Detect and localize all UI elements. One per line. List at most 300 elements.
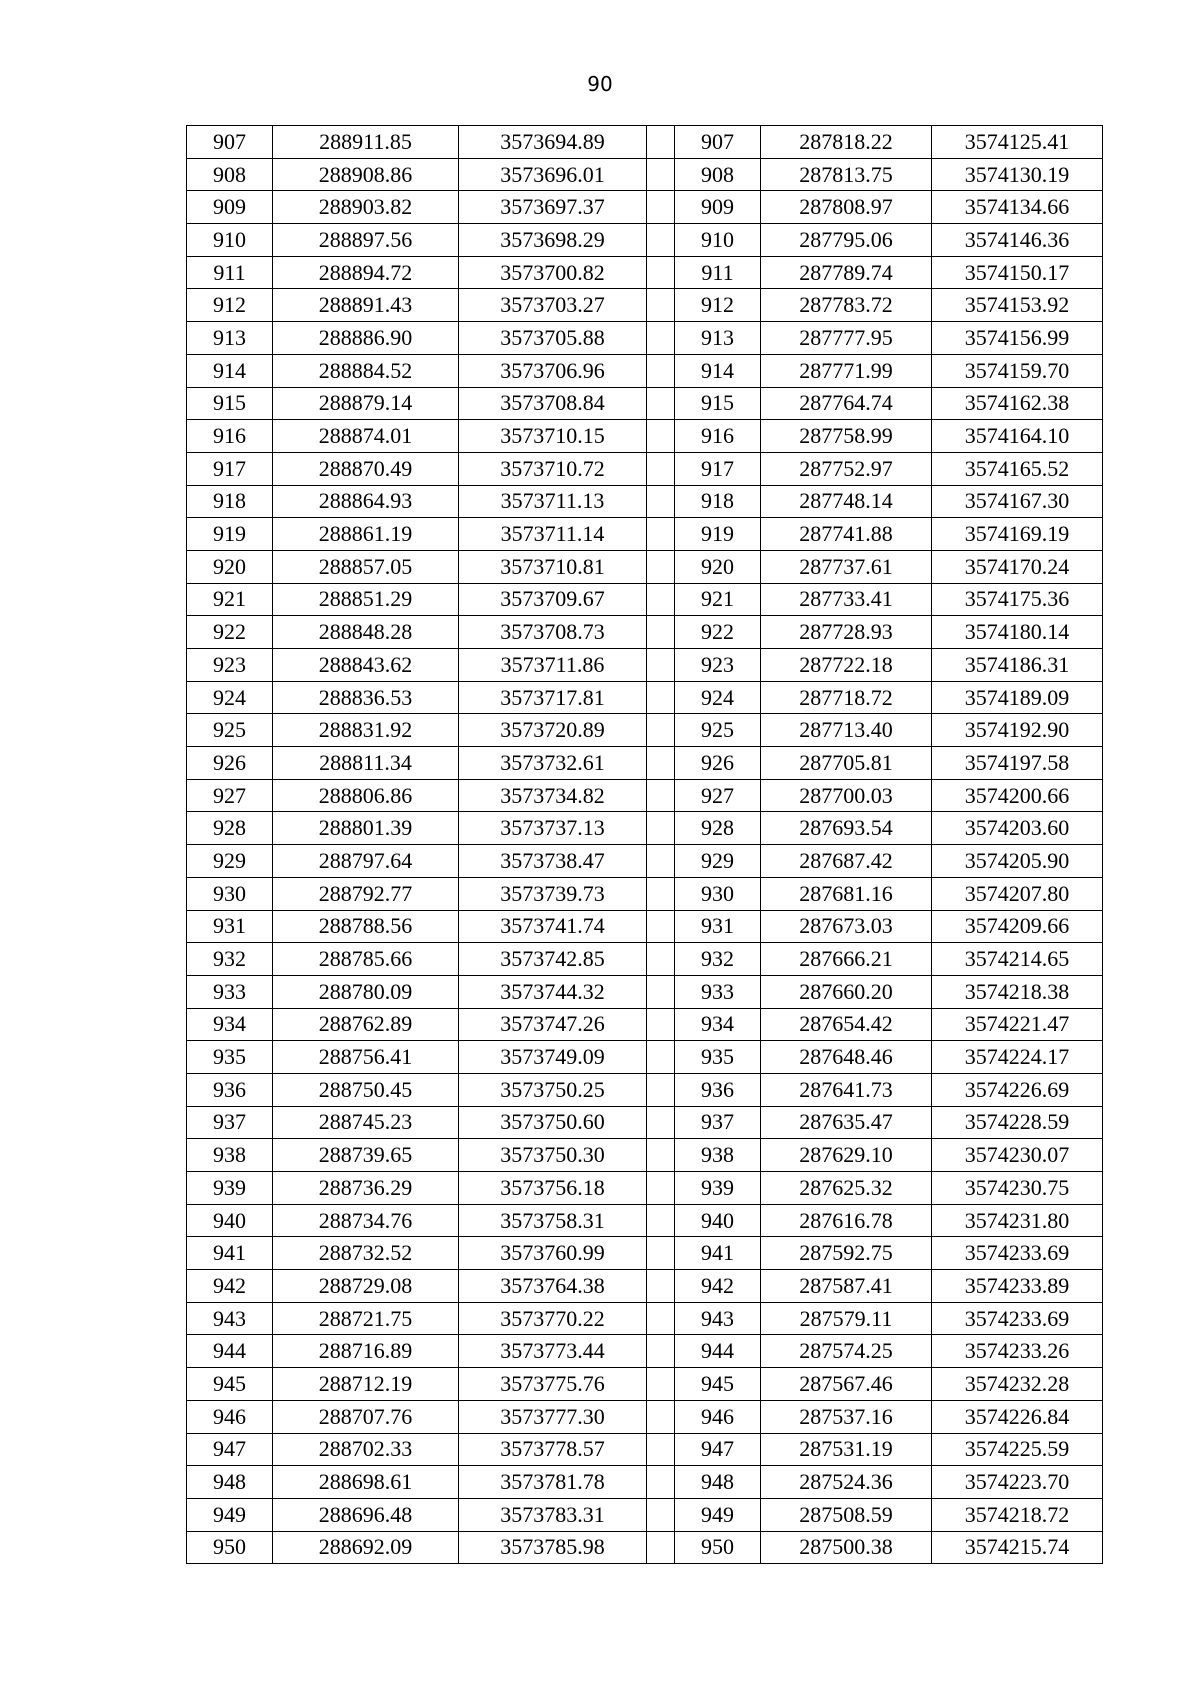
left-x-coordinate-cell: 288756.41 [273,1041,459,1074]
left-point-number-cell: 908 [187,158,273,191]
left-x-coordinate-cell: 288857.05 [273,550,459,583]
right-y-coordinate-cell: 3574165.52 [932,452,1103,485]
right-x-coordinate-cell: 287752.97 [761,452,932,485]
right-point-number-cell: 920 [675,550,761,583]
right-y-coordinate-cell: 3574230.75 [932,1172,1103,1205]
left-point-number-cell: 930 [187,877,273,910]
spacer-cell [647,1270,675,1303]
spacer-cell [647,191,675,224]
left-point-number-cell: 932 [187,943,273,976]
right-x-coordinate-cell: 287748.14 [761,485,932,518]
right-point-number-cell: 941 [675,1237,761,1270]
spacer-cell [647,354,675,387]
right-y-coordinate-cell: 3574214.65 [932,943,1103,976]
right-y-coordinate-cell: 3574130.19 [932,158,1103,191]
right-x-coordinate-cell: 287660.20 [761,975,932,1008]
table-row [187,845,1103,878]
left-point-number-cell: 914 [187,354,273,387]
right-y-coordinate-cell: 3574223.70 [932,1466,1103,1499]
right-y-coordinate-cell: 3574150.17 [932,256,1103,289]
left-y-coordinate-cell: 3573750.30 [459,1139,647,1172]
left-point-number-cell: 931 [187,910,273,943]
spacer-cell [647,747,675,780]
right-x-coordinate-cell: 287789.74 [761,256,932,289]
right-point-number-cell: 925 [675,714,761,747]
left-x-coordinate-cell: 288734.76 [273,1204,459,1237]
right-x-coordinate-cell: 287771.99 [761,354,932,387]
right-y-coordinate-cell: 3574189.09 [932,681,1103,714]
spacer-cell [647,1400,675,1433]
table-row [187,943,1103,976]
table-row [187,877,1103,910]
right-x-coordinate-cell: 287813.75 [761,158,932,191]
left-point-number-cell: 936 [187,1073,273,1106]
left-y-coordinate-cell: 3573739.73 [459,877,647,910]
right-point-number-cell: 935 [675,1041,761,1074]
left-x-coordinate-cell: 288884.52 [273,354,459,387]
table-row [187,1106,1103,1139]
left-y-coordinate-cell: 3573773.44 [459,1335,647,1368]
left-x-coordinate-cell: 288797.64 [273,845,459,878]
spacer-cell [647,387,675,420]
right-x-coordinate-cell: 287579.11 [761,1302,932,1335]
right-x-coordinate-cell: 287728.93 [761,616,932,649]
left-point-number-cell: 915 [187,387,273,420]
right-point-number-cell: 943 [675,1302,761,1335]
spacer-cell [647,1204,675,1237]
right-x-coordinate-cell: 287777.95 [761,322,932,355]
left-point-number-cell: 943 [187,1302,273,1335]
left-x-coordinate-cell: 288836.53 [273,681,459,714]
table-row [187,518,1103,551]
right-point-number-cell: 949 [675,1498,761,1531]
left-point-number-cell: 929 [187,845,273,878]
right-x-coordinate-cell: 287722.18 [761,649,932,682]
left-y-coordinate-cell: 3573742.85 [459,943,647,976]
table-row [187,1270,1103,1303]
right-point-number-cell: 910 [675,224,761,257]
left-x-coordinate-cell: 288702.33 [273,1433,459,1466]
right-y-coordinate-cell: 3574134.66 [932,191,1103,224]
spacer-cell [647,1531,675,1564]
left-x-coordinate-cell: 288792.77 [273,877,459,910]
left-y-coordinate-cell: 3573700.82 [459,256,647,289]
spacer-cell [647,224,675,257]
left-x-coordinate-cell: 288831.92 [273,714,459,747]
spacer-cell [647,1172,675,1205]
right-point-number-cell: 921 [675,583,761,616]
right-point-number-cell: 948 [675,1466,761,1499]
spacer-cell [647,289,675,322]
table-row [187,1335,1103,1368]
left-x-coordinate-cell: 288864.93 [273,485,459,518]
right-point-number-cell: 926 [675,747,761,780]
right-y-coordinate-cell: 3574203.60 [932,812,1103,845]
table-row [187,1041,1103,1074]
left-point-number-cell: 942 [187,1270,273,1303]
right-point-number-cell: 919 [675,518,761,551]
left-y-coordinate-cell: 3573737.13 [459,812,647,845]
left-y-coordinate-cell: 3573770.22 [459,1302,647,1335]
right-point-number-cell: 907 [675,126,761,159]
spacer-cell [647,485,675,518]
right-point-number-cell: 933 [675,975,761,1008]
right-y-coordinate-cell: 3574153.92 [932,289,1103,322]
right-point-number-cell: 938 [675,1139,761,1172]
spacer-cell [647,943,675,976]
spacer-cell [647,452,675,485]
right-x-coordinate-cell: 287733.41 [761,583,932,616]
left-y-coordinate-cell: 3573750.60 [459,1106,647,1139]
left-point-number-cell: 950 [187,1531,273,1564]
table-row [187,1237,1103,1270]
right-y-coordinate-cell: 3574186.31 [932,649,1103,682]
spacer-cell [647,550,675,583]
left-y-coordinate-cell: 3573694.89 [459,126,647,159]
right-y-coordinate-cell: 3574233.26 [932,1335,1103,1368]
spacer-cell [647,649,675,682]
table-row [187,1368,1103,1401]
left-y-coordinate-cell: 3573777.30 [459,1400,647,1433]
right-x-coordinate-cell: 287574.25 [761,1335,932,1368]
right-x-coordinate-cell: 287592.75 [761,1237,932,1270]
right-y-coordinate-cell: 3574215.74 [932,1531,1103,1564]
left-point-number-cell: 920 [187,550,273,583]
left-point-number-cell: 916 [187,420,273,453]
left-y-coordinate-cell: 3573758.31 [459,1204,647,1237]
spacer-cell [647,1433,675,1466]
right-x-coordinate-cell: 287567.46 [761,1368,932,1401]
right-x-coordinate-cell: 287635.47 [761,1106,932,1139]
table-row [187,1433,1103,1466]
left-y-coordinate-cell: 3573781.78 [459,1466,647,1499]
left-point-number-cell: 924 [187,681,273,714]
right-point-number-cell: 911 [675,256,761,289]
right-y-coordinate-cell: 3574209.66 [932,910,1103,943]
right-y-coordinate-cell: 3574205.90 [932,845,1103,878]
right-y-coordinate-cell: 3574169.19 [932,518,1103,551]
left-x-coordinate-cell: 288696.48 [273,1498,459,1531]
left-point-number-cell: 910 [187,224,273,257]
spacer-cell [647,1106,675,1139]
left-x-coordinate-cell: 288736.29 [273,1172,459,1205]
left-y-coordinate-cell: 3573696.01 [459,158,647,191]
left-y-coordinate-cell: 3573756.18 [459,1172,647,1205]
right-point-number-cell: 942 [675,1270,761,1303]
left-y-coordinate-cell: 3573698.29 [459,224,647,257]
left-y-coordinate-cell: 3573711.14 [459,518,647,551]
left-point-number-cell: 923 [187,649,273,682]
right-x-coordinate-cell: 287524.36 [761,1466,932,1499]
left-y-coordinate-cell: 3573708.73 [459,616,647,649]
right-x-coordinate-cell: 287795.06 [761,224,932,257]
right-y-coordinate-cell: 3574218.72 [932,1498,1103,1531]
spacer-cell [647,126,675,159]
table-row [187,1008,1103,1041]
right-x-coordinate-cell: 287705.81 [761,747,932,780]
right-x-coordinate-cell: 287654.42 [761,1008,932,1041]
left-y-coordinate-cell: 3573732.61 [459,747,647,780]
left-y-coordinate-cell: 3573710.15 [459,420,647,453]
left-x-coordinate-cell: 288721.75 [273,1302,459,1335]
left-y-coordinate-cell: 3573775.76 [459,1368,647,1401]
left-point-number-cell: 911 [187,256,273,289]
right-x-coordinate-cell: 287531.19 [761,1433,932,1466]
left-y-coordinate-cell: 3573697.37 [459,191,647,224]
right-x-coordinate-cell: 287629.10 [761,1139,932,1172]
left-point-number-cell: 928 [187,812,273,845]
left-point-number-cell: 913 [187,322,273,355]
right-point-number-cell: 930 [675,877,761,910]
table-row [187,550,1103,583]
table-row [187,1498,1103,1531]
right-x-coordinate-cell: 287508.59 [761,1498,932,1531]
right-point-number-cell: 928 [675,812,761,845]
left-y-coordinate-cell: 3573749.09 [459,1041,647,1074]
left-y-coordinate-cell: 3573708.84 [459,387,647,420]
right-point-number-cell: 950 [675,1531,761,1564]
left-y-coordinate-cell: 3573750.25 [459,1073,647,1106]
right-point-number-cell: 908 [675,158,761,191]
right-y-coordinate-cell: 3574231.80 [932,1204,1103,1237]
left-point-number-cell: 921 [187,583,273,616]
right-y-coordinate-cell: 3574224.17 [932,1041,1103,1074]
right-y-coordinate-cell: 3574207.80 [932,877,1103,910]
left-y-coordinate-cell: 3573706.96 [459,354,647,387]
right-point-number-cell: 939 [675,1172,761,1205]
table-row [187,812,1103,845]
left-x-coordinate-cell: 288870.49 [273,452,459,485]
right-x-coordinate-cell: 287783.72 [761,289,932,322]
right-x-coordinate-cell: 287808.97 [761,191,932,224]
left-x-coordinate-cell: 288707.76 [273,1400,459,1433]
table-row [187,1400,1103,1433]
spacer-cell [647,845,675,878]
left-point-number-cell: 919 [187,518,273,551]
left-point-number-cell: 949 [187,1498,273,1531]
left-x-coordinate-cell: 288806.86 [273,779,459,812]
spacer-cell [647,583,675,616]
table-row [187,1466,1103,1499]
table-row [187,616,1103,649]
right-x-coordinate-cell: 287687.42 [761,845,932,878]
table-body [187,126,1103,1564]
left-x-coordinate-cell: 288750.45 [273,1073,459,1106]
right-point-number-cell: 916 [675,420,761,453]
spacer-cell [647,1237,675,1270]
right-x-coordinate-cell: 287625.32 [761,1172,932,1205]
left-x-coordinate-cell: 288739.65 [273,1139,459,1172]
right-x-coordinate-cell: 287673.03 [761,910,932,943]
right-x-coordinate-cell: 287587.41 [761,1270,932,1303]
left-y-coordinate-cell: 3573705.88 [459,322,647,355]
left-x-coordinate-cell: 288903.82 [273,191,459,224]
right-point-number-cell: 913 [675,322,761,355]
left-x-coordinate-cell: 288785.66 [273,943,459,976]
right-point-number-cell: 922 [675,616,761,649]
left-x-coordinate-cell: 288861.19 [273,518,459,551]
left-y-coordinate-cell: 3573741.74 [459,910,647,943]
left-y-coordinate-cell: 3573785.98 [459,1531,647,1564]
spacer-cell [647,420,675,453]
table-row [187,1073,1103,1106]
left-point-number-cell: 940 [187,1204,273,1237]
spacer-cell [647,1073,675,1106]
right-y-coordinate-cell: 3574164.10 [932,420,1103,453]
left-y-coordinate-cell: 3573738.47 [459,845,647,878]
left-x-coordinate-cell: 288908.86 [273,158,459,191]
right-x-coordinate-cell: 287666.21 [761,943,932,976]
right-point-number-cell: 917 [675,452,761,485]
right-point-number-cell: 927 [675,779,761,812]
table-row [187,452,1103,485]
page-number: 90 [587,72,613,96]
spacer-cell [647,975,675,1008]
spacer-cell [647,1041,675,1074]
left-x-coordinate-cell: 288874.01 [273,420,459,453]
right-point-number-cell: 909 [675,191,761,224]
right-point-number-cell: 937 [675,1106,761,1139]
spacer-cell [647,1368,675,1401]
left-x-coordinate-cell: 288692.09 [273,1531,459,1564]
left-y-coordinate-cell: 3573734.82 [459,779,647,812]
right-x-coordinate-cell: 287693.54 [761,812,932,845]
right-y-coordinate-cell: 3574200.66 [932,779,1103,812]
spacer-cell [647,1139,675,1172]
table-row [187,256,1103,289]
right-y-coordinate-cell: 3574197.58 [932,747,1103,780]
table-row [187,1531,1103,1564]
right-point-number-cell: 936 [675,1073,761,1106]
right-point-number-cell: 932 [675,943,761,976]
left-point-number-cell: 945 [187,1368,273,1401]
right-point-number-cell: 944 [675,1335,761,1368]
left-y-coordinate-cell: 3573778.57 [459,1433,647,1466]
right-y-coordinate-cell: 3574180.14 [932,616,1103,649]
table-row [187,289,1103,322]
table-row [187,191,1103,224]
table-row [187,1139,1103,1172]
right-y-coordinate-cell: 3574159.70 [932,354,1103,387]
right-point-number-cell: 934 [675,1008,761,1041]
right-y-coordinate-cell: 3574232.28 [932,1368,1103,1401]
spacer-cell [647,812,675,845]
left-x-coordinate-cell: 288729.08 [273,1270,459,1303]
right-point-number-cell: 940 [675,1204,761,1237]
table-row [187,649,1103,682]
right-x-coordinate-cell: 287700.03 [761,779,932,812]
spacer-cell [647,518,675,551]
left-y-coordinate-cell: 3573710.81 [459,550,647,583]
table-row [187,779,1103,812]
left-point-number-cell: 948 [187,1466,273,1499]
left-x-coordinate-cell: 288891.43 [273,289,459,322]
left-y-coordinate-cell: 3573709.67 [459,583,647,616]
right-x-coordinate-cell: 287713.40 [761,714,932,747]
left-y-coordinate-cell: 3573747.26 [459,1008,647,1041]
spacer-cell [647,1466,675,1499]
right-y-coordinate-cell: 3574156.99 [932,322,1103,355]
left-x-coordinate-cell: 288745.23 [273,1106,459,1139]
left-x-coordinate-cell: 288716.89 [273,1335,459,1368]
right-y-coordinate-cell: 3574167.30 [932,485,1103,518]
spacer-cell [647,1498,675,1531]
right-x-coordinate-cell: 287648.46 [761,1041,932,1074]
left-point-number-cell: 927 [187,779,273,812]
left-y-coordinate-cell: 3573760.99 [459,1237,647,1270]
left-x-coordinate-cell: 288801.39 [273,812,459,845]
table-row [187,387,1103,420]
table-row [187,747,1103,780]
left-y-coordinate-cell: 3573720.89 [459,714,647,747]
left-point-number-cell: 935 [187,1041,273,1074]
right-x-coordinate-cell: 287818.22 [761,126,932,159]
spacer-cell [647,322,675,355]
right-x-coordinate-cell: 287616.78 [761,1204,932,1237]
right-y-coordinate-cell: 3574233.69 [932,1237,1103,1270]
left-x-coordinate-cell: 288732.52 [273,1237,459,1270]
table-row [187,224,1103,257]
spacer-cell [647,1008,675,1041]
spacer-cell [647,1335,675,1368]
table-row [187,975,1103,1008]
left-point-number-cell: 934 [187,1008,273,1041]
left-y-coordinate-cell: 3573764.38 [459,1270,647,1303]
right-point-number-cell: 946 [675,1400,761,1433]
table-row [187,158,1103,191]
table-row [187,126,1103,159]
right-point-number-cell: 914 [675,354,761,387]
right-y-coordinate-cell: 3574170.24 [932,550,1103,583]
right-point-number-cell: 924 [675,681,761,714]
right-x-coordinate-cell: 287764.74 [761,387,932,420]
coordinate-table [186,125,1103,1564]
right-x-coordinate-cell: 287500.38 [761,1531,932,1564]
right-point-number-cell: 912 [675,289,761,322]
left-point-number-cell: 939 [187,1172,273,1205]
table-row [187,1172,1103,1205]
left-y-coordinate-cell: 3573711.13 [459,485,647,518]
spacer-cell [647,1302,675,1335]
left-x-coordinate-cell: 288897.56 [273,224,459,257]
right-y-coordinate-cell: 3574162.38 [932,387,1103,420]
right-y-coordinate-cell: 3574230.07 [932,1139,1103,1172]
left-x-coordinate-cell: 288894.72 [273,256,459,289]
right-point-number-cell: 929 [675,845,761,878]
right-point-number-cell: 945 [675,1368,761,1401]
left-point-number-cell: 946 [187,1400,273,1433]
table-row [187,714,1103,747]
right-y-coordinate-cell: 3574233.89 [932,1270,1103,1303]
spacer-cell [647,158,675,191]
left-x-coordinate-cell: 288851.29 [273,583,459,616]
right-x-coordinate-cell: 287537.16 [761,1400,932,1433]
table-row [187,354,1103,387]
right-x-coordinate-cell: 287737.61 [761,550,932,583]
left-point-number-cell: 933 [187,975,273,1008]
left-x-coordinate-cell: 288811.34 [273,747,459,780]
right-x-coordinate-cell: 287741.88 [761,518,932,551]
spacer-cell [647,256,675,289]
right-y-coordinate-cell: 3574225.59 [932,1433,1103,1466]
table-row [187,681,1103,714]
right-y-coordinate-cell: 3574192.90 [932,714,1103,747]
left-point-number-cell: 925 [187,714,273,747]
table-row [187,1204,1103,1237]
right-y-coordinate-cell: 3574221.47 [932,1008,1103,1041]
left-point-number-cell: 944 [187,1335,273,1368]
left-point-number-cell: 912 [187,289,273,322]
